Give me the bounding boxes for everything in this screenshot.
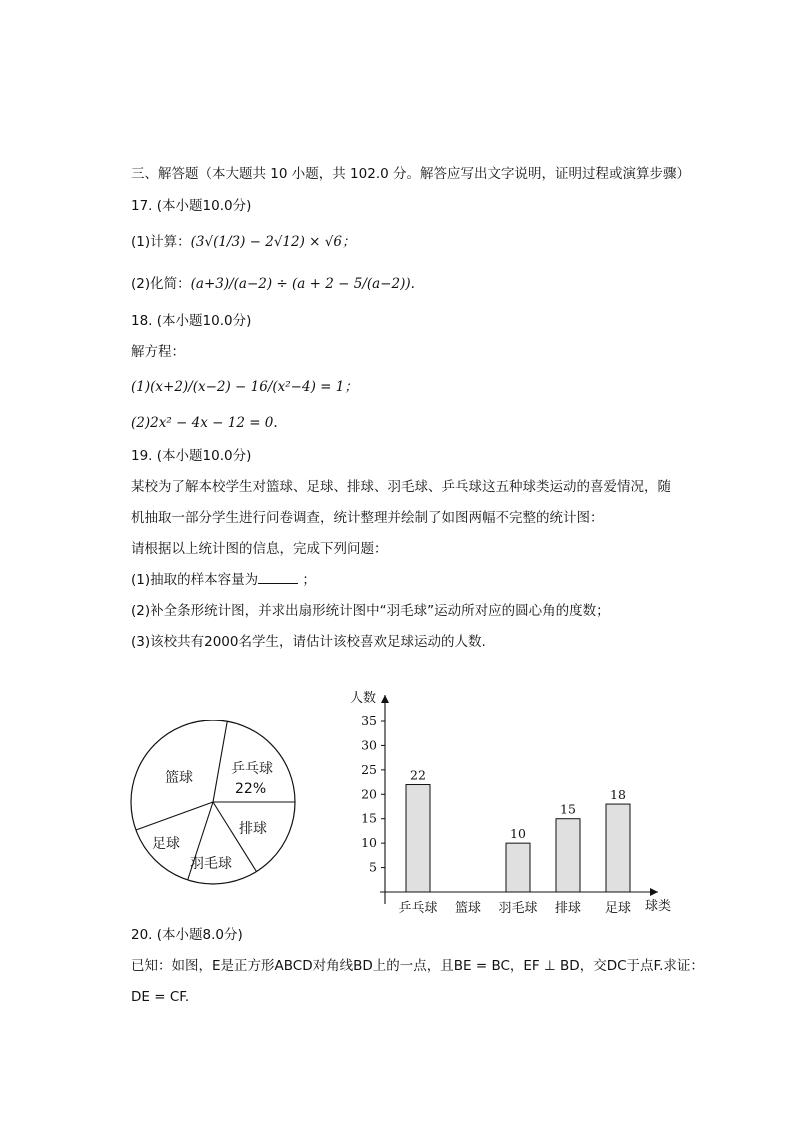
bar: [406, 785, 430, 892]
q17-part1: [131, 233, 355, 251]
x-axis-arrow: [650, 888, 658, 896]
bar-value-label: 18: [610, 787, 626, 803]
y-ticks: [361, 713, 385, 875]
y-tick-label: 30: [361, 737, 377, 753]
y-tick-label: 35: [361, 713, 377, 728]
q19-part1: [131, 571, 316, 589]
answer-blank[interactable]: [258, 571, 298, 584]
q17-part2-prefix: (2)化简：: [131, 276, 191, 292]
y-tick-label: 5: [369, 859, 377, 875]
x-category-label: 篮球: [454, 901, 482, 916]
pie-label-basketball: 篮球: [165, 770, 193, 786]
pie-label-football: 足球: [152, 836, 180, 852]
x-categories: [398, 900, 631, 916]
pie-label-badminton: 羽毛球: [190, 856, 232, 872]
bar-chart: [340, 685, 690, 920]
q19-text-line1: 某校为了解本校学生对篮球、足球、排球、羽毛球、乒乓球这五种球类运动的喜爱情况，随: [131, 479, 671, 495]
q18-header: 18. (本小题10.0分): [131, 313, 252, 329]
pie-label-pingpong-pct: 22%: [235, 781, 267, 797]
q20-header: 20. (本小题8.0分): [131, 927, 243, 943]
bar-value-label: 15: [560, 801, 576, 817]
q19-header: 19. (本小题10.0分): [131, 448, 252, 464]
x-category-label: 乒乓球: [398, 901, 438, 916]
y-tick-label: 20: [361, 786, 377, 802]
q18-part2: (2)2x² − 4x − 12 = 0.: [131, 415, 278, 431]
q20-text-line1: 已知：如图，E是正方形ABCD对角线BD上的一点，且BE = BC，EF ⊥ BD，交DC于点F.求证：: [131, 958, 704, 974]
q18-intro: 解方程：: [131, 344, 185, 360]
q19-part1-text: (1)抽取的样本容量为: [131, 572, 259, 588]
section-title: 三、解答题（本大题共 10 小题，共 102.0 分。解答应写出文字说明，证明过程或演算步骤）: [131, 166, 690, 182]
q20-text-line2: DE = CF.: [131, 989, 190, 1005]
y-axis-label: 人数: [350, 691, 377, 706]
q18-part1: (1)(x+2)/(x−2) − 16/(x²−4) = 1；: [131, 379, 358, 395]
x-category-label: 羽毛球: [498, 901, 538, 916]
x-category-label: 足球: [604, 901, 632, 916]
pie-chart: [125, 720, 305, 885]
bar: [556, 819, 580, 892]
y-axis-arrow: [381, 695, 389, 703]
q17-part2: [131, 275, 415, 293]
q19-part3: (3)该校共有2000名学生，请估计该校喜欢足球运动的人数.: [131, 634, 486, 650]
q17-part1-expr: (3√(1/3) − 2√12) × √6；: [190, 234, 356, 250]
q19-text-line2: 机抽取一部分学生进行问卷调查，统计整理并绘制了如图两幅不完整的统计图：: [131, 510, 604, 526]
y-tick-label: 25: [361, 761, 377, 777]
q19-text-line3: 请根据以上统计图的信息，完成下列问题：: [131, 541, 388, 557]
bar: [506, 843, 530, 892]
q17-part2-expr: (a+3)/(a−2) ÷ (a + 2 − 5/(a−2)).: [190, 276, 415, 292]
q19-part1-end: ；: [302, 572, 316, 588]
q17-header: 17. (本小题10.0分): [131, 198, 252, 214]
x-axis-label: 球类: [645, 899, 672, 914]
x-category-label: 排球: [554, 901, 582, 916]
bars: [406, 768, 630, 892]
q19-part2: (2)补全条形统计图，并求出扇形统计图中“羽毛球”运动所对应的圆心角的度数；: [131, 603, 610, 619]
y-tick-label: 15: [361, 810, 377, 826]
bar-value-label: 22: [410, 767, 426, 783]
pie-label-volleyball: 排球: [239, 821, 267, 837]
bar: [606, 804, 630, 892]
y-tick-label: 10: [361, 835, 377, 851]
bar-value-label: 10: [510, 826, 526, 842]
pie-label-pingpong: 乒乓球: [231, 761, 273, 777]
q17-part1-prefix: (1)计算：: [131, 234, 191, 250]
